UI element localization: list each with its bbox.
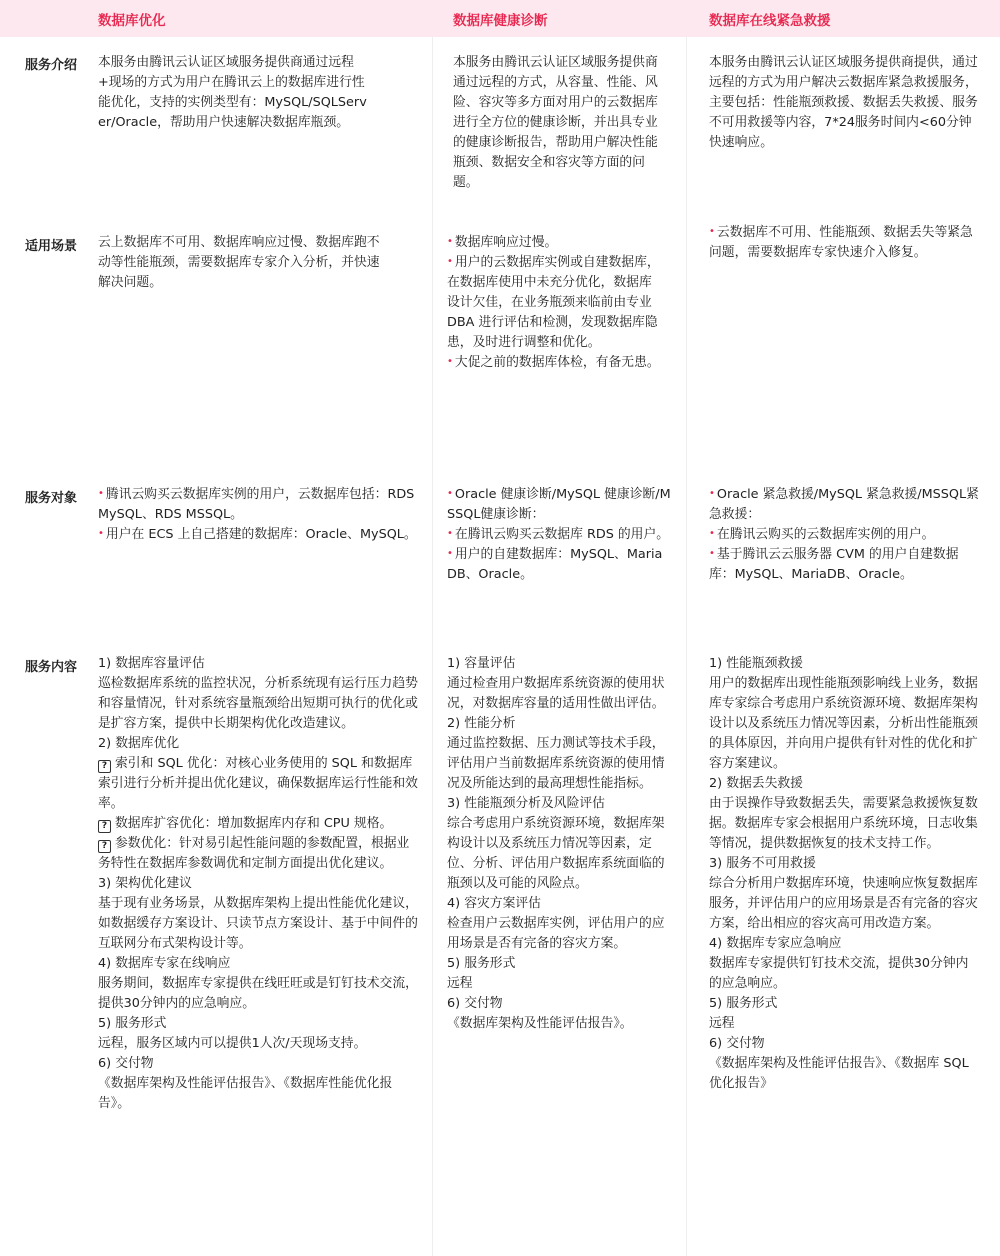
content-line: 《数据库架构及性能评估报告》、《数据库 SQL 优化报告》 bbox=[709, 1056, 969, 1091]
row-label-content: 服务内容 bbox=[25, 660, 78, 675]
intro-text: 本服务由腾讯云认证区域服务提供商通过远程的方式，从容量、性能、风险、容灾等多方面对用户的云数据库进行全方位的健康诊断，并出具专业的健康诊断报告，帮助用户解决性能瓶颈、数据安全和容灾等方面的问题。 bbox=[453, 55, 658, 190]
bullet-item: • 用户的云数据库实例或自建数据库，在数据库使用中未充分优化，数据库设计欠佳，在业务瓶颈来临前由专业 DBA 进行评估和检测，发现数据库隐患，及时进行调整和优化。 bbox=[447, 255, 660, 350]
content-line: 远程 bbox=[709, 1016, 735, 1031]
target-cell-rescue bbox=[709, 485, 981, 585]
content-line: 远程 bbox=[447, 976, 473, 991]
bullet-item: • 基于腾讯云云服务器 CVM 的用户自建数据库：MySQL、MariaDB、Oracle。 bbox=[709, 547, 959, 582]
header-emergency-rescue: 数据库在线紧急救援 bbox=[709, 13, 831, 29]
content-line: 2) 数据丢失救援 bbox=[709, 776, 803, 791]
bullet-dot-icon: • bbox=[447, 356, 453, 367]
bullet-dot-icon: • bbox=[98, 488, 104, 499]
bullet-dot-icon: • bbox=[447, 236, 453, 247]
content-line: 通过监控数据、压力测试等技术手段，评估用户当前数据库系统资源的使用情况及所能达到的最高理想性能指标。 bbox=[447, 736, 665, 791]
content-line: 《数据库架构及性能评估报告》。 bbox=[447, 1016, 633, 1031]
content-line: 3) 性能瓶颈分析及风险评估 bbox=[447, 796, 605, 811]
content-line: 综合分析用户数据库环境，快速响应恢复数据库服务，并评估用户的应用场景是否有完备的容灾方案，给出相应的容灾高可用改造方案。 bbox=[709, 876, 978, 931]
bullet-item: • 在腾讯云购买的云数据库实例的用户。 bbox=[709, 527, 935, 542]
content-line: 远程，服务区域内可以提供1人次/天现场支持。 bbox=[98, 1036, 367, 1051]
content-line: 3) 架构优化建议 bbox=[98, 876, 192, 891]
intro-cell-optimization bbox=[98, 53, 373, 133]
content-line: 检查用户云数据库实例，评估用户的应用场景是否有完备的容灾方案。 bbox=[447, 916, 665, 951]
scene-cell-diagnosis bbox=[447, 233, 662, 373]
content-cell-rescue bbox=[709, 654, 981, 1094]
content-line: 1) 性能瓶颈救援 bbox=[709, 656, 803, 671]
content-line: 3) 服务不可用救援 bbox=[709, 856, 816, 871]
content-line: 5) 服务形式 bbox=[709, 996, 778, 1011]
bullet-dot-icon: • bbox=[447, 548, 453, 559]
content-line: 基于现有业务场景，从数据库架构上提出性能优化建议，如数据缓存方案设计、只读节点方案设计、基于中间件的互联网分布式架构设计等。 bbox=[98, 896, 418, 951]
bullet-item: • 用户在 ECS 上自己搭建的数据库：Oracle、MySQL。 bbox=[98, 527, 417, 542]
content-cell-optimization bbox=[98, 654, 420, 1114]
content-line: 用户的数据库出现性能瓶颈影响线上业务，数据库专家综合考虑用户系统资源环境、数据库架构设计以及系统压力情况等因素，分析出性能瓶颈的具体原因，并向用户提供有针对性的优化和扩容方案建议。 bbox=[709, 676, 978, 771]
bullet-dot-icon: • bbox=[709, 488, 715, 499]
bullet-item: • 数据库响应过慢。 bbox=[447, 235, 558, 250]
header-health-diagnosis: 数据库健康诊断 bbox=[453, 13, 548, 29]
header-database-optimization: 数据库优化 bbox=[98, 13, 166, 29]
content-line: 4) 数据库专家应急响应 bbox=[709, 936, 842, 951]
bullet-item: • 腾讯云购买云数据库实例的用户，云数据库包括：RDS MySQL、RDS MSSQL。 bbox=[98, 487, 415, 522]
bullet-dot-icon: • bbox=[709, 528, 715, 539]
content-line: ? 索引和 SQL 优化：对核心业务使用的 SQL 和数据库索引进行分析并提出优化建议，确保数据库运行性能和效率。 bbox=[98, 756, 418, 811]
missing-glyph-icon: ? bbox=[98, 820, 111, 833]
bullet-dot-icon: • bbox=[447, 488, 453, 499]
target-cell-optimization bbox=[98, 485, 418, 545]
bullet-item: • 用户的自建数据库：MySQL、MariaDB、Oracle。 bbox=[447, 547, 663, 582]
content-line: 巡检数据库系统的监控状况，分析系统现有运行压力趋势和容量情况，针对系统容量瓶颈给出短期可执行的优化或是扩容方案，提供中长期架构优化改造建议。 bbox=[98, 676, 418, 731]
content-line: 6) 交付物 bbox=[709, 1036, 765, 1051]
content-line: 2) 数据库优化 bbox=[98, 736, 180, 751]
content-line: 1) 容量评估 bbox=[447, 656, 516, 671]
bullet-dot-icon: • bbox=[447, 256, 453, 267]
content-line: 6) 交付物 bbox=[447, 996, 503, 1011]
missing-glyph-icon: ? bbox=[98, 760, 111, 773]
content-line: 6) 交付物 bbox=[98, 1056, 154, 1071]
bullet-item: • Oracle 健康诊断/MySQL 健康诊断/MSSQL健康诊断： bbox=[447, 487, 671, 522]
bullet-item: • Oracle 紧急救援/MySQL 紧急救援/MSSQL紧急救援： bbox=[709, 487, 979, 522]
content-line: 服务期间，数据库专家提供在线旺旺或是钉钉技术交流，提供30分钟内的应急响应。 bbox=[98, 976, 418, 1011]
scene-text: 云上数据库不可用、数据库响应过慢、数据库跑不动等性能瓶颈，需要数据库专家介入分析，并快速解决问题。 bbox=[98, 235, 380, 290]
content-line: 5) 服务形式 bbox=[98, 1016, 167, 1031]
row-label-scene: 适用场景 bbox=[25, 239, 78, 254]
scene-cell-rescue bbox=[709, 223, 981, 263]
bullet-item: • 大促之前的数据库体检，有备无患。 bbox=[447, 355, 660, 370]
table-header bbox=[0, 0, 1000, 37]
content-line: 4) 容灾方案评估 bbox=[447, 896, 541, 911]
content-line: 5) 服务形式 bbox=[447, 956, 516, 971]
content-line: 综合考虑用户系统资源环境，数据库架构设计以及系统压力情况等因素，定位、分析、评估用户数据库系统面临的瓶颈以及可能的风险点。 bbox=[447, 816, 665, 891]
intro-cell-rescue bbox=[709, 53, 981, 153]
intro-cell-diagnosis bbox=[453, 53, 668, 193]
content-cell-diagnosis bbox=[447, 654, 673, 1034]
content-line: ? 参数优化：针对易引起性能问题的参数配置，根据业务特性在数据库参数调优和定制方面提出优化建议。 bbox=[98, 836, 410, 871]
content-line: 数据库专家提供钉钉技术交流，提供30分钟内的应急响应。 bbox=[709, 956, 969, 991]
bullet-dot-icon: • bbox=[98, 528, 104, 539]
content-line: 《数据库架构及性能评估报告》、《数据库性能优化报告》。 bbox=[98, 1076, 393, 1111]
bullet-dot-icon: • bbox=[709, 548, 715, 559]
row-label-intro: 服务介绍 bbox=[25, 58, 78, 73]
row-label-target: 服务对象 bbox=[25, 491, 78, 506]
bullet-dot-icon: • bbox=[709, 226, 715, 237]
column-divider-1 bbox=[432, 37, 433, 1256]
bullet-item: • 在腾讯云购买云数据库 RDS 的用户。 bbox=[447, 527, 670, 542]
content-line: 4) 数据库专家在线响应 bbox=[98, 956, 231, 971]
content-line: 由于误操作导致数据丢失，需要紧急救援恢复数据。数据库专家会根据用户系统环境，日志收集等情况，提供数据恢复的技术支持工作。 bbox=[709, 796, 978, 851]
scene-cell-optimization bbox=[98, 233, 383, 293]
content-line: ? 数据库扩容优化：增加数据库内存和 CPU 规格。 bbox=[98, 814, 420, 834]
intro-text: 本服务由腾讯云认证区域服务提供商通过远程+现场的方式为用户在腾讯云上的数据库进行性能优化，支持的实例类型有：MySQL/SQLServer/Oracle，帮助用户快速解决数据库瓶颈。 bbox=[98, 55, 367, 130]
column-divider-2 bbox=[686, 37, 687, 1256]
missing-glyph-icon: ? bbox=[98, 840, 111, 853]
bullet-dot-icon: • bbox=[447, 528, 453, 539]
bullet-item: • 云数据库不可用、性能瓶颈、数据丢失等紧急问题，需要数据库专家快速介入修复。 bbox=[709, 225, 973, 260]
intro-text: 本服务由腾讯云认证区域服务提供商提供，通过远程的方式为用户解决云数据库紧急救援服务，主要包括：性能瓶颈救援、数据丢失救援、服务不可用救援等内容，7*24服务时间内<60分钟快速响应。 bbox=[709, 55, 978, 150]
content-line: 2) 性能分析 bbox=[447, 716, 516, 731]
target-cell-diagnosis bbox=[447, 485, 672, 585]
content-line: 通过检查用户数据库系统资源的使用状况，对数据库容量的适用性做出评估。 bbox=[447, 676, 665, 711]
content-line: 1) 数据库容量评估 bbox=[98, 656, 205, 671]
